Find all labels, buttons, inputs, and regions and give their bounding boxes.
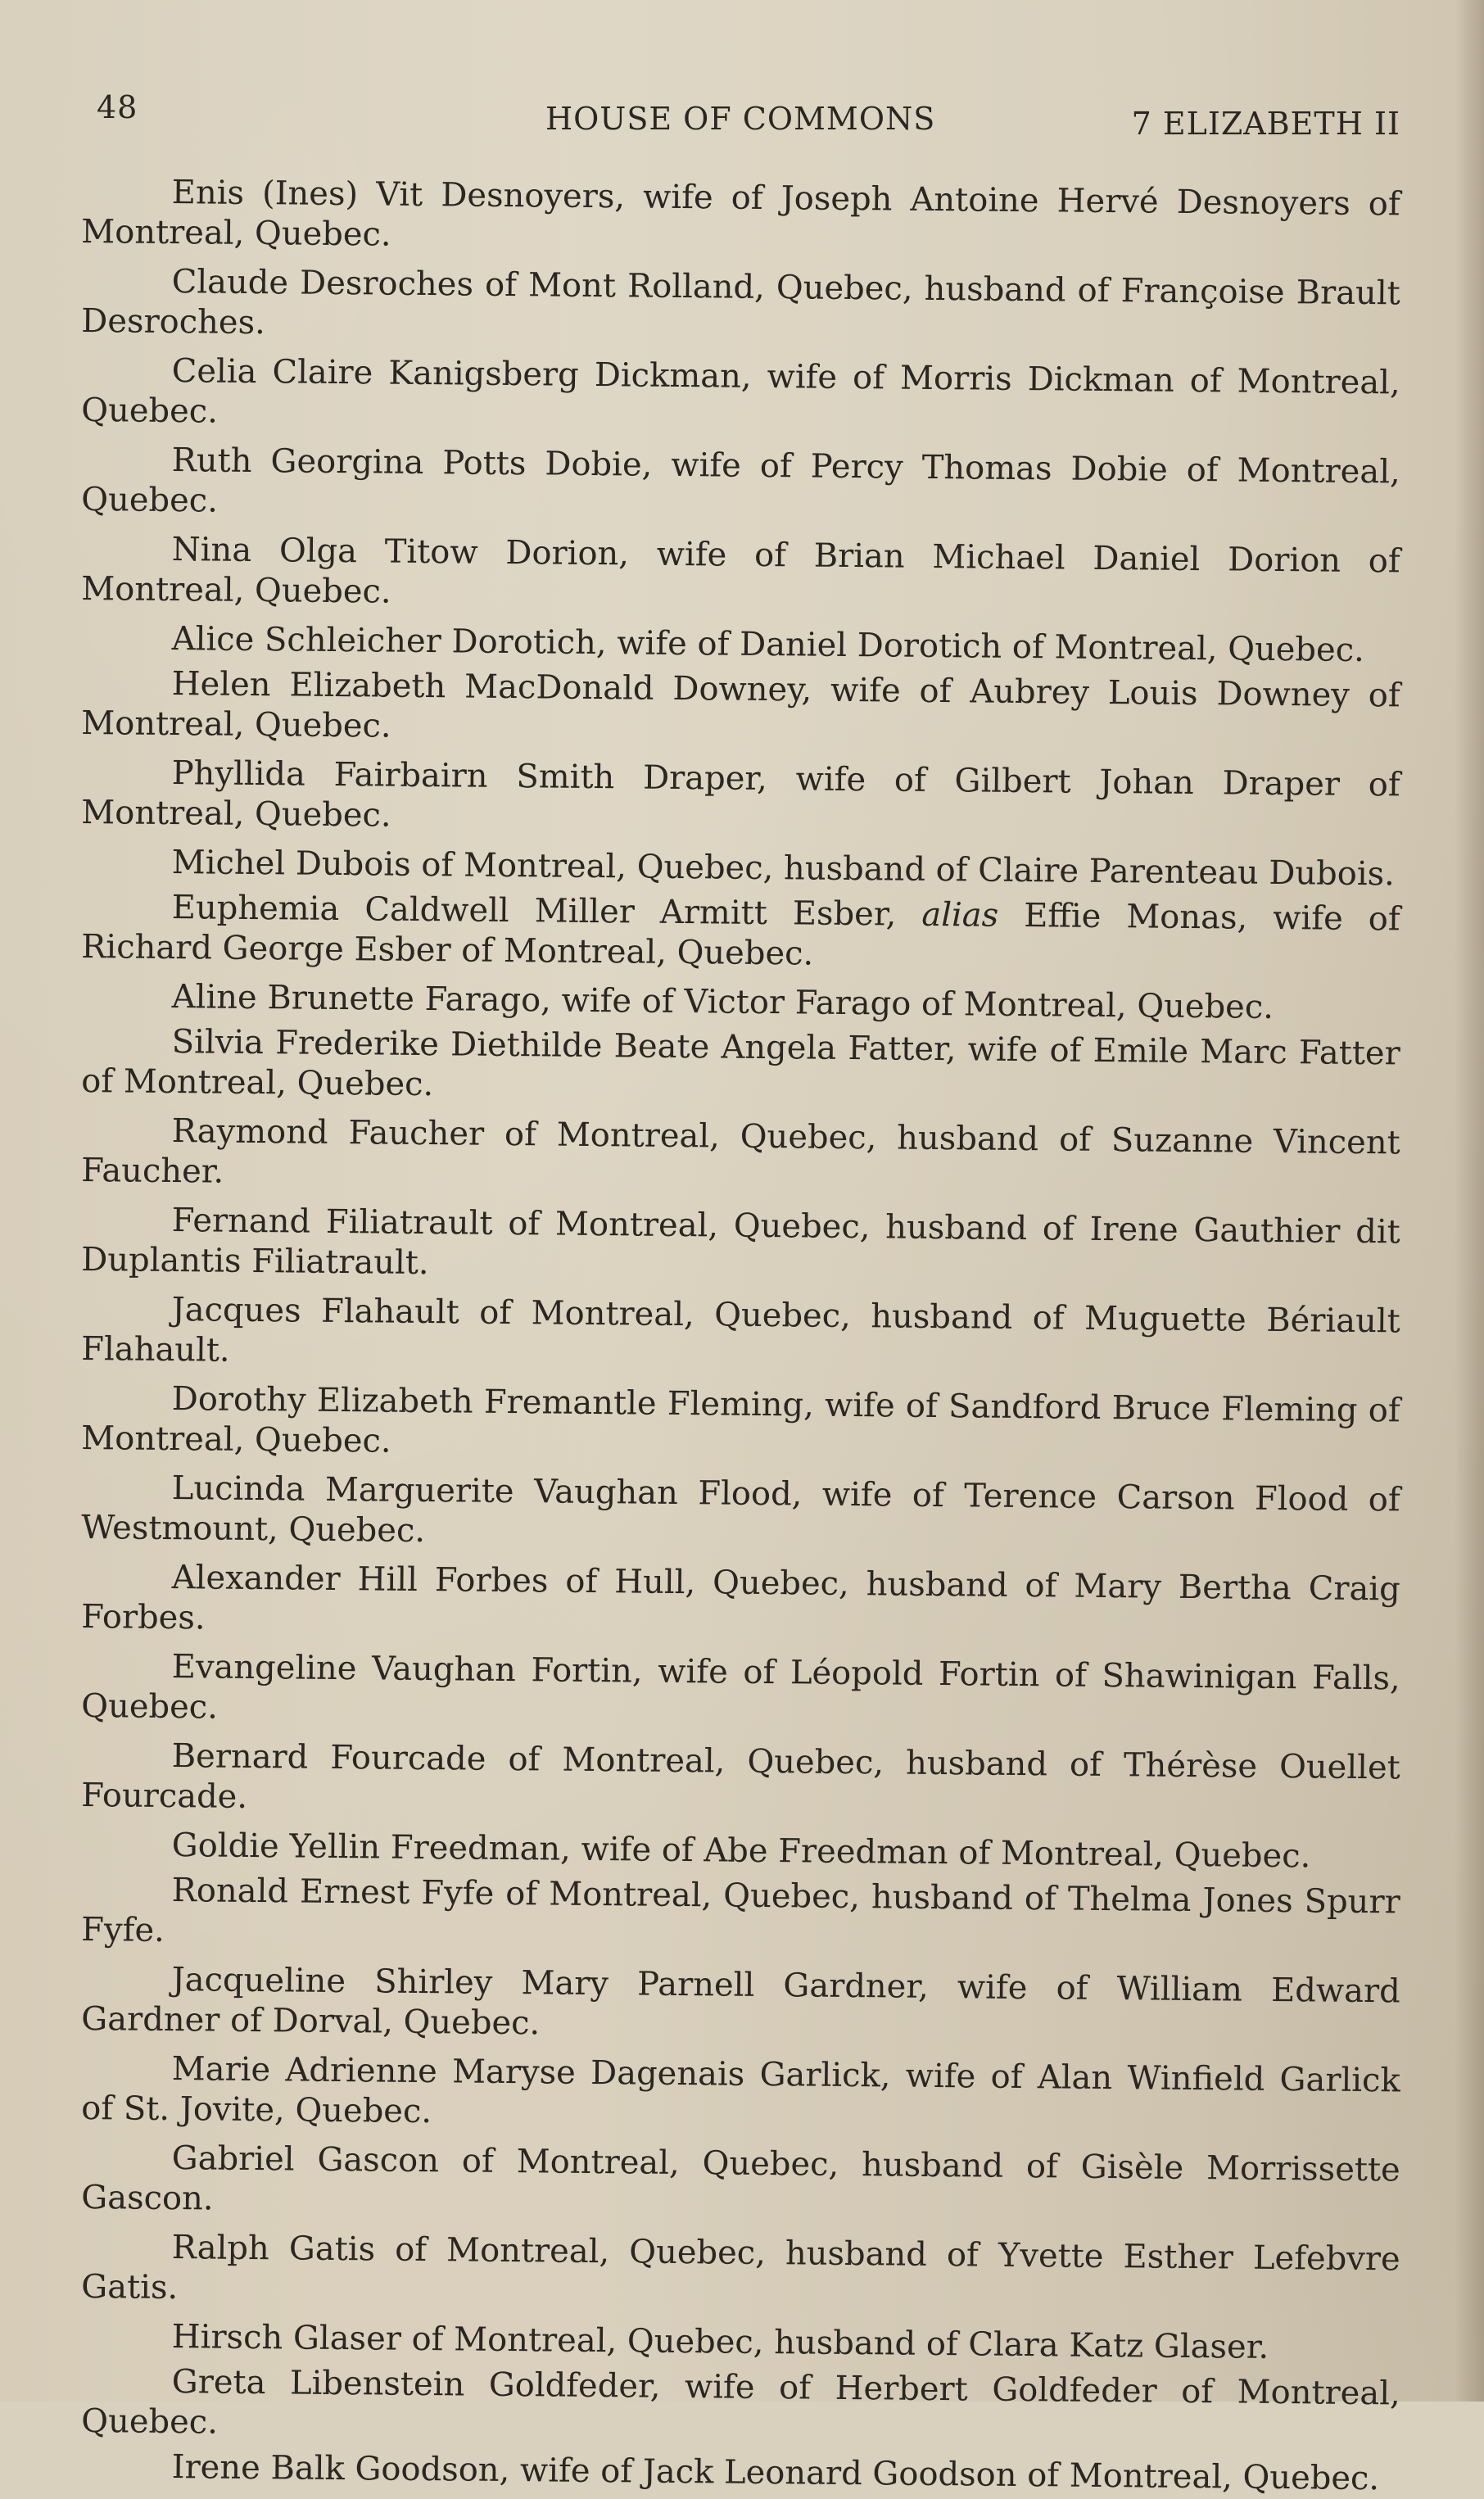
entry: Goldie Yellin Freedman, wife of Abe Freedman of Montreal, Quebec. bbox=[171, 1827, 1311, 1876]
entry: Lucinda Marguerite Vaughan Flood, wife of Terence Carson Flood of Westmount, Quebec. bbox=[81, 1469, 1400, 1551]
entry: Hirsch Glaser of Montreal, Quebec, husband of Clara Katz Glaser. bbox=[171, 2318, 1269, 2366]
entry: Claude Desroches of Mont Rolland, Quebec, husband of Françoise Brault Desroches. bbox=[81, 263, 1400, 342]
volume-label: 7 ELIZABETH II bbox=[1131, 106, 1400, 142]
entry: Aline Brunette Farago, wife of Victor Farago of Montreal, Quebec. bbox=[171, 978, 1274, 1026]
entry: Bernard Fourcade of Montreal, Quebec, husband of Thérèse Ouellet Fourcade. bbox=[81, 1737, 1400, 1816]
entry: Silvia Frederike Diethilde Beate Angela Fatter, wife of Emile Marc Fatter of Montreal, Quebec. bbox=[81, 1023, 1400, 1104]
entry: Enis (Ines) Vit Desnoyers, wife of Joseph Antoine Hervé Desnoyers of Montreal, Quebec. bbox=[81, 174, 1400, 254]
entry: Nina Olga Titow Dorion, wife of Brian Michael Daniel Dorion of Montreal, Quebec. bbox=[81, 531, 1400, 611]
running-title: HOUSE OF COMMONS bbox=[545, 101, 936, 137]
entry: Evangeline Vaughan Fortin, wife of Léopold Fortin of Shawinigan Falls, Quebec. bbox=[81, 1648, 1400, 1727]
page-edge-shadow bbox=[1455, 0, 1484, 2402]
entry: Irene Balk Goodson, wife of Jack Leonard Goodson of Montreal, Quebec. bbox=[171, 2448, 1380, 2498]
entry: Jacques Flahault of Montreal, Quebec, husband of Muguette Bériault Flahault. bbox=[81, 1291, 1400, 1369]
entry: Fernand Filiatrault of Montreal, Quebec, husband of Irene Gauthier dit Duplantis Filiatrault. bbox=[81, 1202, 1400, 1283]
entry: Marie Adrienne Maryse Dagenais Garlick, wife of Alan Winfield Garlick of St. Jovite, Quebec. bbox=[81, 2050, 1400, 2131]
entry-list bbox=[81, 172, 1400, 2498]
entry: Greta Libenstein Goldfeder, wife of Herbert Goldfeder of Montreal, Quebec. bbox=[81, 2363, 1400, 2442]
page-header bbox=[97, 86, 1400, 142]
entry: Ruth Georgina Potts Dobie, wife of Percy Thomas Dobie of Montreal, Quebec. bbox=[81, 441, 1400, 520]
entry: Phyllida Fairbairn Smith Draper, wife of Gilbert Johan Draper of Montreal, Quebec. bbox=[81, 754, 1400, 835]
page-number: 48 bbox=[97, 89, 138, 125]
entry: Jacqueline Shirley Mary Parnell Gardner, wife of William Edward Gardner of Dorval, Quebec. bbox=[81, 1961, 1400, 2043]
entry: Alice Schleicher Dorotich, wife of Daniel Dorotich of Montreal, Quebec. bbox=[171, 620, 1365, 670]
entry: Helen Elizabeth MacDonald Downey, wife of Aubrey Louis Downey of Montreal, Quebec. bbox=[81, 665, 1400, 745]
entry: Euphemia Caldwell Miller Armitt Esber, alias Effie Monas, wife of Richard George Esber of Montreal, Quebec. bbox=[81, 889, 1400, 973]
entry: Ralph Gatis of Montreal, Quebec, husband of Yvette Esther Lefebvre Gatis. bbox=[81, 2229, 1400, 2307]
entry: Celia Claire Kanigsberg Dickman, wife of Morris Dickman of Montreal, Quebec. bbox=[81, 352, 1400, 431]
entry: Dorothy Elizabeth Fremantle Fleming, wife of Sandford Bruce Fleming of Montreal, Quebec. bbox=[81, 1380, 1400, 1460]
entry: Raymond Faucher of Montreal, Quebec, husband of Suzanne Vincent Faucher. bbox=[81, 1112, 1400, 1191]
entry: Ronald Ernest Fyfe of Montreal, Quebec, husband of Thelma Jones Spurr Fyfe. bbox=[81, 1872, 1400, 1949]
entry: Alexander Hill Forbes of Hull, Quebec, husband of Mary Bertha Craig Forbes. bbox=[81, 1559, 1400, 1637]
entry: Gabriel Gascon of Montreal, Quebec, husband of Gisèle Morrissette Gascon. bbox=[81, 2139, 1400, 2218]
entry: Michel Dubois of Montreal, Quebec, husband of Claire Parenteau Dubois. bbox=[171, 844, 1396, 894]
